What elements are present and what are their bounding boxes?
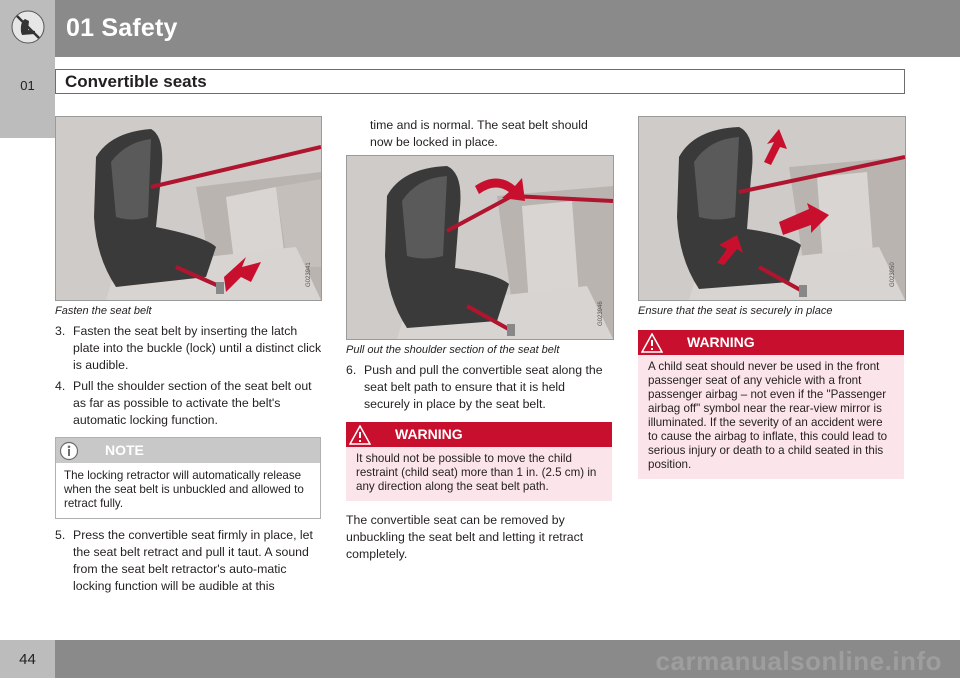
step-list <box>55 323 323 429</box>
figure-code: G023941 <box>306 262 312 287</box>
note-header <box>56 438 320 463</box>
figure-caption: Ensure that the seat is securely in place <box>638 305 833 317</box>
continuation-paragraph: time and is normal. The seat belt should now be locked in place. <box>370 118 588 149</box>
step-text: Fasten the seat belt by inserting the latch plate into the buckle (lock) until a distinct click is audible. <box>73 324 322 372</box>
illustration-seat-pull <box>347 156 613 339</box>
figure-code: G023950 <box>890 262 896 287</box>
step-6 <box>346 362 614 413</box>
section-title: Convertible seats <box>65 72 207 91</box>
warning-label: WARNING <box>395 426 463 442</box>
note-box <box>55 437 321 519</box>
step-4 <box>55 378 323 429</box>
warning-header <box>638 330 904 355</box>
figure-fasten-seat-belt <box>55 116 322 301</box>
figure-code: G023946 <box>598 301 604 326</box>
illustration-seat-secure <box>639 117 905 300</box>
step-number: 5. <box>55 528 66 542</box>
step-text: Pull the shoulder section of the seat belt out as far as possible to activate the belt's automatic locking function. <box>73 379 312 427</box>
step-number: 6. <box>346 363 357 377</box>
warning-text: A child seat should never be used in the front passenger seat of any vehicle with a front passenger airbag – not even if the "Passenger airbag off" symbol near the rear-view mirror is illuminated. If the severity of an accident were to cause the airbag to inflate, this could lead to serious injury or death to a child seated in this position. <box>648 360 888 471</box>
warning-triangle-icon <box>349 425 371 445</box>
page-number: 44 <box>19 651 36 668</box>
step-list-2 <box>346 362 614 413</box>
chapter-title: 01 Safety <box>66 14 178 42</box>
note-label: NOTE <box>105 442 144 458</box>
info-icon <box>59 441 79 461</box>
step-number: 3. <box>55 324 66 338</box>
continuation-text <box>370 117 610 151</box>
figure-caption: Pull out the shoulder section of the seat belt <box>346 344 560 356</box>
figure-pull-shoulder-belt <box>346 155 614 340</box>
step-text: Press the convertible seat firmly in place, let the seat belt retract and pull it taut. A sound from the seat belt retractor's auto-matic locking function will be audible at this <box>73 528 313 593</box>
section-title-bar <box>55 69 905 94</box>
figure-seat-secure <box>638 116 906 301</box>
warning-box-movement <box>346 422 612 501</box>
step-5 <box>55 527 323 595</box>
warning-label: WARNING <box>687 334 755 350</box>
no-child-seat-icon <box>11 10 45 44</box>
warning-text: It should not be possible to move the child restraint (child seat) more than 1 in. (2.5 cm) in any direction along the seat belt path. <box>356 452 597 493</box>
warning-triangle-icon <box>641 333 663 353</box>
watermark: carmanualsonline.info <box>655 646 942 676</box>
step-number: 4. <box>55 379 66 393</box>
warning-box-airbag <box>638 330 904 479</box>
figure-caption: Fasten the seat belt <box>55 305 152 317</box>
step-3 <box>55 323 323 374</box>
chapter-tab <box>0 0 55 138</box>
illustration-seat-fasten <box>56 117 321 300</box>
chapter-number: 01 <box>20 78 35 93</box>
step-list-continued <box>55 527 323 595</box>
step-text: Push and pull the convertible seat along the seat belt path to ensure that it is held securely in place by the seat belt. <box>364 363 603 411</box>
warning-header <box>346 422 612 447</box>
note-text: The locking retractor will automatically release when the seat belt is unbuckled and allowed to retract fully. <box>64 469 304 510</box>
closing-paragraph: The convertible seat can be removed by unbuckling the seat belt and letting it retract completely. <box>346 513 584 561</box>
